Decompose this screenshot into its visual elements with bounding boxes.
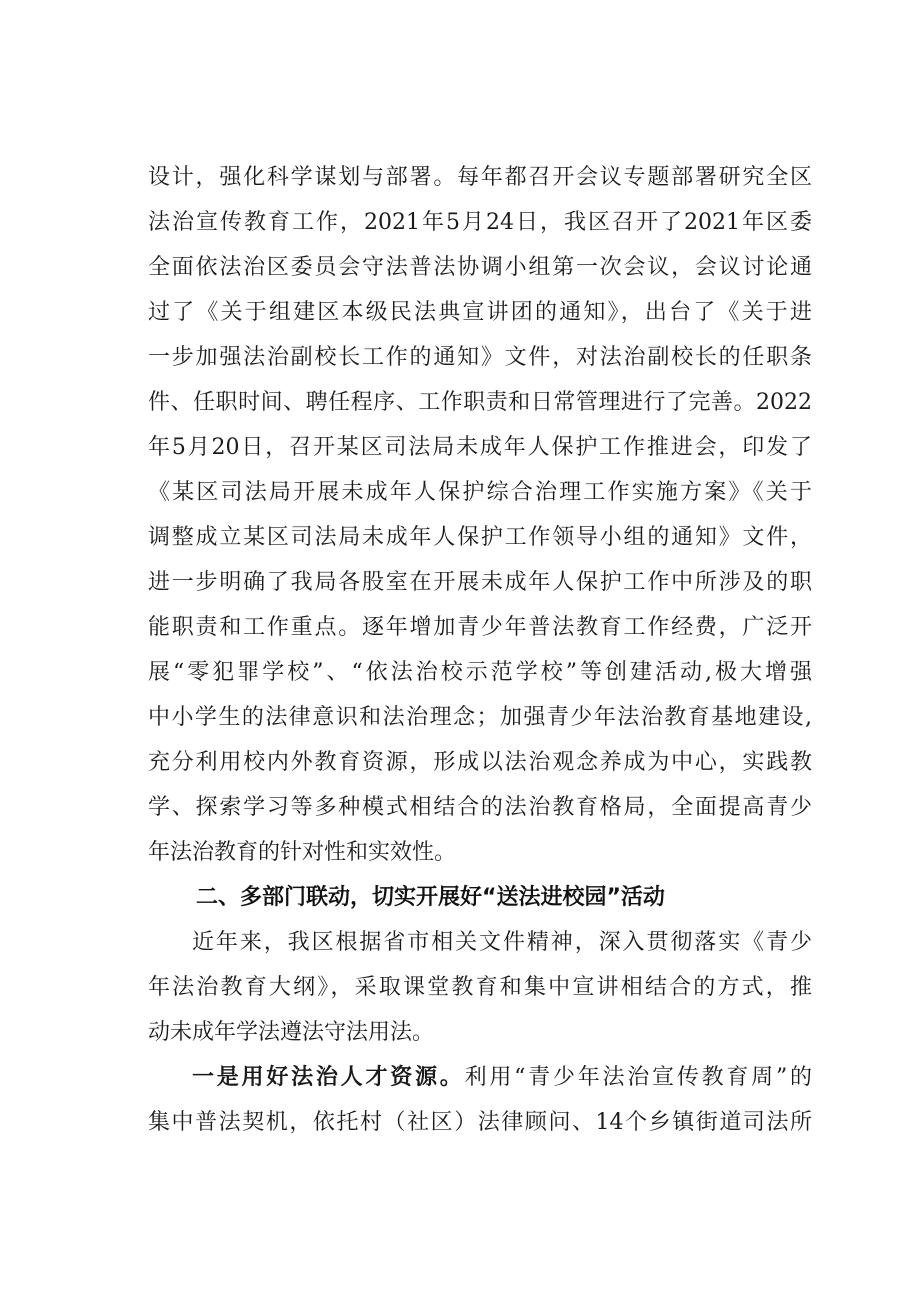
paragraph-line: 法治宣传教育工作，2021年5月24日，我区召开了2021年区委 [148,210,812,235]
paragraph-line [192,1056,812,1100]
paragraph-line: 展“零犯罪学校”、“依法治校示范学校”等创建活动,极大增强 [148,660,812,685]
paragraph-line: 近年来，我区根据省市相关文件精神，深入贯彻落实《青少 [192,930,812,955]
paragraph-line: 设计，强化科学谋划与部署。每年都召开会议专题部署研究全区 [148,165,812,190]
paragraph-line: 一步加强法治副校长工作的通知》文件，对法治副校长的任职条 [148,345,812,370]
bold-lead-text: 一是用好法治人才资源。 [192,1065,465,1090]
paragraph-line: 过了《关于组建区本级民法典宣讲团的通知》，出台了《关于进 [148,300,812,325]
paragraph-line: 年5月20日，召开某区司法局未成年人保护工作推进会，印发了 [148,435,812,460]
paragraph-line: 能职责和工作重点。逐年增加青少年普法教育工作经费，广泛开 [148,615,812,640]
paragraph-line: 充分利用校内外教育资源，形成以法治观念养成为中心，实践教 [148,750,812,775]
paragraph-line: 进一步明确了我局各股室在开展未成年人保护工作中所涉及的职 [148,570,812,595]
paragraph-line: 《某区司法局开展未成年人保护综合治理工作实施方案》《关于 [148,480,812,505]
paragraph-line: 调整成立某区司法局未成年人保护工作领导小组的通知》文件， [148,525,812,550]
paragraph-line: 动未成年学法遵法守法用法。 [148,1020,435,1045]
paragraph-line: 年法治教育的针对性和实效性。 [148,840,457,865]
paragraph-line: 学、探索学习等多种模式相结合的法治教育格局，全面提高青少 [148,795,812,820]
paragraph-text: 利用“青少年法治宣传教育周”的 [464,1065,812,1090]
paragraph-line: 件、任职时间、聘任程序、工作职责和日常管理进行了完善。2022 [148,390,812,415]
paragraph-line: 全面依法治区委员会守法普法协调小组第一次会议，会议讨论通 [148,255,812,280]
paragraph-line: 年法治教育大纲》，采取课堂教育和集中宣讲相结合的方式，推 [148,975,812,1000]
paragraph-line: 集中普法契机，依托村（社区）法律顾问、14个乡镇街道司法所 [148,1110,812,1135]
paragraph-line: 中小学生的法律意识和法治理念；加强青少年法治教育基地建设, [148,705,812,730]
section-heading: 二、多部门联动，切实开展好“送法进校园”活动 [196,885,665,910]
